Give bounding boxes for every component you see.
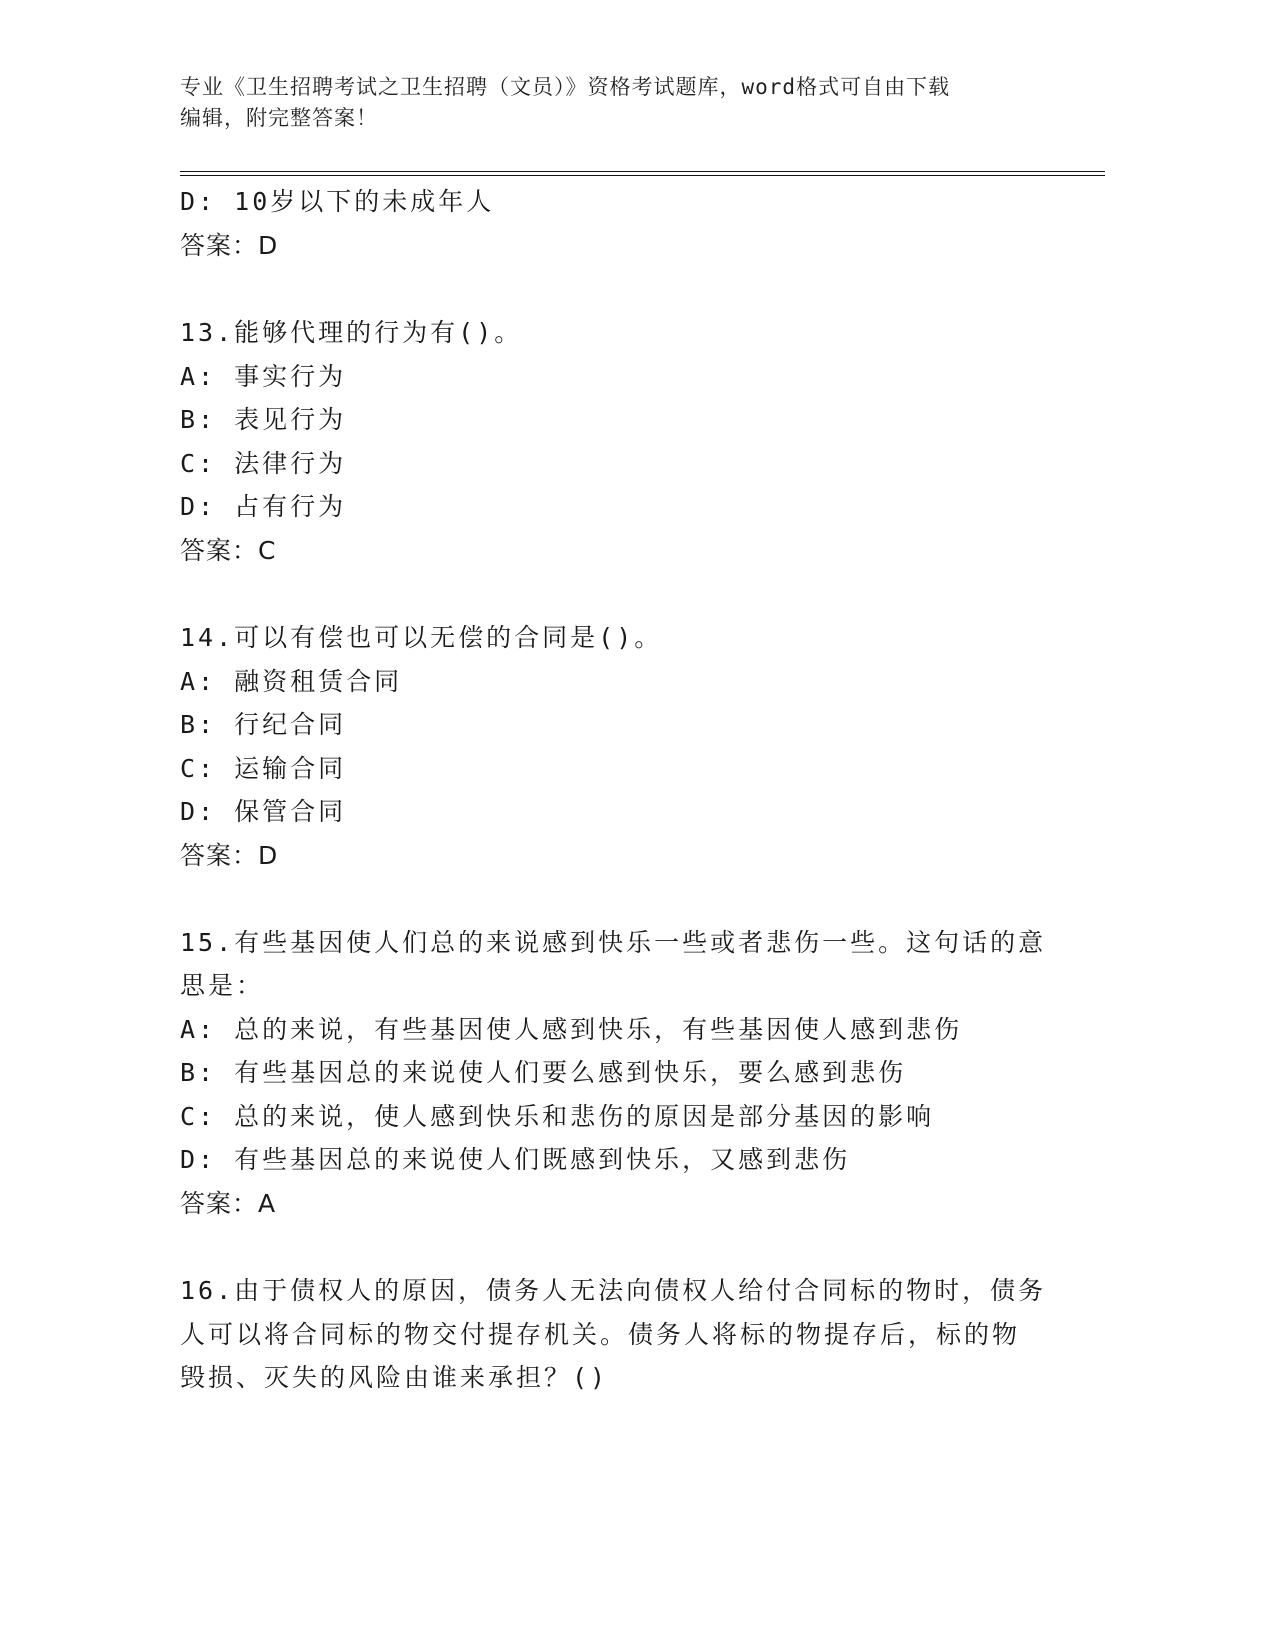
prev-option-d: D: 10岁以下的未成年人 bbox=[180, 187, 495, 216]
q15-stem-line-2: 思是： bbox=[180, 971, 265, 1000]
q16-stem-line-3: 毁损、灭失的风险由谁来承担？() bbox=[180, 1363, 609, 1392]
q13-option-b: B: 表见行为 bbox=[180, 405, 347, 434]
q13-option-c: C: 法律行为 bbox=[180, 449, 347, 478]
q14-option-c: C: 运输合同 bbox=[180, 754, 347, 783]
q14-stem: 14.可以有偿也可以无偿的合同是()。 bbox=[180, 623, 663, 652]
header-line-1: 专业《卫生招聘考试之卫生招聘（文员）》资格考试题库，word格式可自由下载 bbox=[180, 75, 951, 99]
q15-stem-line-1: 15.有些基因使人们总的来说感到快乐一些或者悲伤一些。这句话的意 bbox=[180, 928, 1047, 957]
q15-answer: 答案：A bbox=[180, 1189, 277, 1218]
header-rule-bottom bbox=[180, 175, 1105, 176]
q13-option-d: D: 占有行为 bbox=[180, 492, 347, 521]
q15-option-b: B: 有些基因总的来说使人们要么感到快乐，要么感到悲伤 bbox=[180, 1058, 907, 1087]
prev-answer: 答案：D bbox=[180, 231, 279, 260]
q14-answer: 答案：D bbox=[180, 841, 279, 870]
q16-stem-line-1: 16.由于债权人的原因，债务人无法向债权人给付合同标的物时，债务 bbox=[180, 1276, 1047, 1305]
q13-option-a: A: 事实行为 bbox=[180, 362, 347, 391]
q15-option-a: A: 总的来说，有些基因使人感到快乐，有些基因使人感到悲伤 bbox=[180, 1015, 963, 1044]
q15-option-d: D: 有些基因总的来说使人们既感到快乐，又感到悲伤 bbox=[180, 1145, 851, 1174]
header-line-2: 编辑，附完整答案！ bbox=[180, 106, 378, 130]
q13-answer: 答案：C bbox=[180, 536, 277, 565]
q14-option-d: D: 保管合同 bbox=[180, 797, 347, 826]
q13-stem: 13.能够代理的行为有()。 bbox=[180, 318, 523, 347]
q15-option-c: C: 总的来说，使人感到快乐和悲伤的原因是部分基因的影响 bbox=[180, 1102, 935, 1131]
q14-option-a: A: 融资租赁合同 bbox=[180, 667, 403, 696]
q16-stem-line-2: 人可以将合同标的物交付提存机关。债务人将标的物提存后，标的物 bbox=[180, 1320, 1021, 1349]
header-rule-top bbox=[180, 171, 1105, 172]
q14-option-b: B: 行纪合同 bbox=[180, 710, 347, 739]
document-header bbox=[180, 72, 1040, 134]
